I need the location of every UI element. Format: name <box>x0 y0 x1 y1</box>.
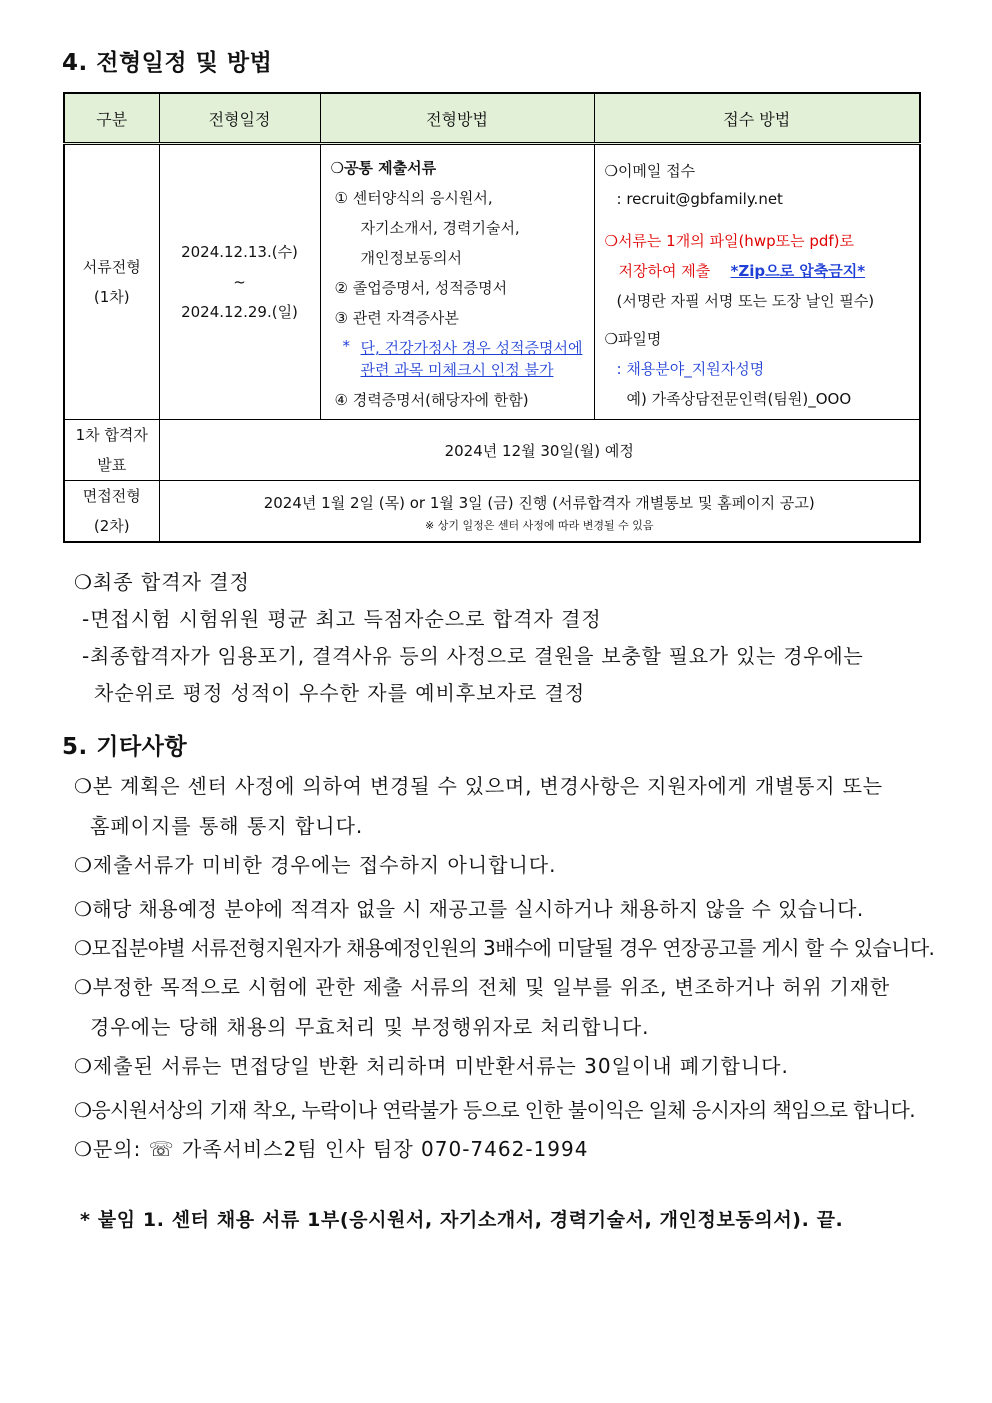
contact-info: ❍문의: ☏ 가족서비스2팀 인사 팀장 070-7462-1994 <box>74 1137 589 1161</box>
final-decision-line1: -면접시험 시험위원 평균 최고 득점자순으로 합격자 결정 <box>82 607 602 631</box>
notice-item-1-cont: 홈페이지를 통해 통지 합니다. <box>90 814 364 838</box>
method-item1-c: 개인정보동의서 <box>360 249 462 267</box>
row2-label: 1차 합격자 발표 <box>64 420 159 481</box>
method-item1-b: 자기소개서, 경력기술서, <box>360 219 520 237</box>
row1-dates: 2024.12.13.(수) ~ 2024.12.29.(일) <box>159 144 320 420</box>
schedule-change-note: ※ 상기 일정은 센터 사정에 따라 변경될 수 있음 <box>425 519 654 532</box>
table-row-interview <box>64 481 920 543</box>
method-note: 단, 건강가정사 경우 성적증명서에 <box>360 339 583 357</box>
method-item2: ② 졸업증명서, 성적증명서 <box>334 279 508 297</box>
row1-method <box>320 144 594 420</box>
row3-value <box>159 481 920 543</box>
receipt-file-rule-b: 저장하여 제출 <box>618 262 711 280</box>
attachment-note: * 붙임 1. 센터 채용 서류 1부(응시원서, 자기소개서, 경력기술서, 개인정보동의서). 끝. <box>80 1209 844 1231</box>
table-header-row <box>64 93 920 144</box>
final-decision-line2: -최종합격자가 임용포기, 결격사유 등의 사정으로 결원을 보충할 필요가 있는 경우에는 <box>82 644 864 668</box>
row1-receipt <box>594 144 920 420</box>
header-category: 구분 <box>64 93 159 144</box>
final-decision-line3: 차순위로 평정 성적이 우수한 자를 예비후보자로 결정 <box>94 681 586 705</box>
receipt-signature-note: (서명란 자필 서명 또는 도장 날인 필수) <box>616 292 875 310</box>
method-title: ❍공통 제출서류 <box>330 159 437 177</box>
method-note-b: 관련 과목 미체크시 인정 불가 <box>360 361 554 379</box>
receipt-email-address: : recruit@gbfamily.net <box>616 190 783 208</box>
header-method: 전형방법 <box>320 93 594 144</box>
schedule-table <box>63 92 921 543</box>
receipt-filename-title: ❍파일명 <box>604 330 662 348</box>
header-schedule: 전형일정 <box>159 93 320 144</box>
receipt-file-rule: ❍서류는 1개의 파일(hwp또는 pdf)로 <box>604 232 855 250</box>
interview-schedule: 2024년 1월 2일 (목) or 1월 3일 (금) 진행 (서류합격자 개별통보 및 홈페이지 공고) <box>263 494 815 512</box>
section5-title: 5. 기타사항 <box>62 734 188 760</box>
receipt-email-title: ❍이메일 접수 <box>604 162 696 180</box>
notice-item-3: ❍해당 채용예정 분야에 적격자 없을 시 재공고를 실시하거나 채용하지 않을 수 있습니다. <box>74 897 864 921</box>
notice-item-2: ❍제출서류가 미비한 경우에는 접수하지 아니합니다. <box>74 853 557 877</box>
receipt-filename-rule: : 채용분야_지원자성명 <box>616 360 765 378</box>
header-receipt: 접수 방법 <box>594 93 920 144</box>
row1-label: 서류전형 (1차) <box>64 144 159 420</box>
method-item1: ① 센터양식의 응시원서, <box>334 189 493 207</box>
row2-value: 2024년 12월 30일(월) 예정 <box>159 420 920 481</box>
receipt-filename-example: 예) 가족상담전문인력(팀원)_OOO <box>626 390 852 408</box>
receipt-no-zip: *Zip으로 압축금지* <box>730 262 866 280</box>
table-row-document-screening <box>64 144 920 420</box>
notice-item-1: ❍본 계획은 센터 사정에 의하여 변경될 수 있으며, 변경사항은 지원자에게 개별통지 또는 <box>74 774 883 798</box>
notice-item-5: ❍부정한 목적으로 시험에 관한 제출 서류의 전체 및 일부를 위조, 변조하거나 허위 기재한 <box>74 975 890 999</box>
notice-item-6: ❍제출된 서류는 면접당일 반환 처리하며 미반환서류는 30일이내 폐기합니다. <box>74 1054 789 1078</box>
notice-item-7: ❍응시원서상의 기재 착오, 누락이나 연락불가 등으로 인한 불이익은 일체 응시자의 책임으로 합니다. <box>74 1098 915 1122</box>
section4-title: 4. 전형일정 및 방법 <box>62 50 273 76</box>
method-item4: ④ 경력증명서(해당자에 한함) <box>334 391 529 409</box>
notice-item-5-cont: 경우에는 당해 채용의 무효처리 및 부정행위자로 처리합니다. <box>90 1015 650 1039</box>
row3-label: 면접전형 (2차) <box>64 481 159 543</box>
table-row-first-result <box>64 420 920 481</box>
method-note-star: * <box>342 337 350 355</box>
notice-item-4: ❍모집분야별 서류전형지원자가 채용예정인원의 3배수에 미달될 경우 연장공고를 게시 할 수 있습니다. <box>74 936 935 960</box>
final-decision-title: ❍최종 합격자 결정 <box>74 570 250 594</box>
method-item3: ③ 관련 자격증사본 <box>334 309 459 327</box>
